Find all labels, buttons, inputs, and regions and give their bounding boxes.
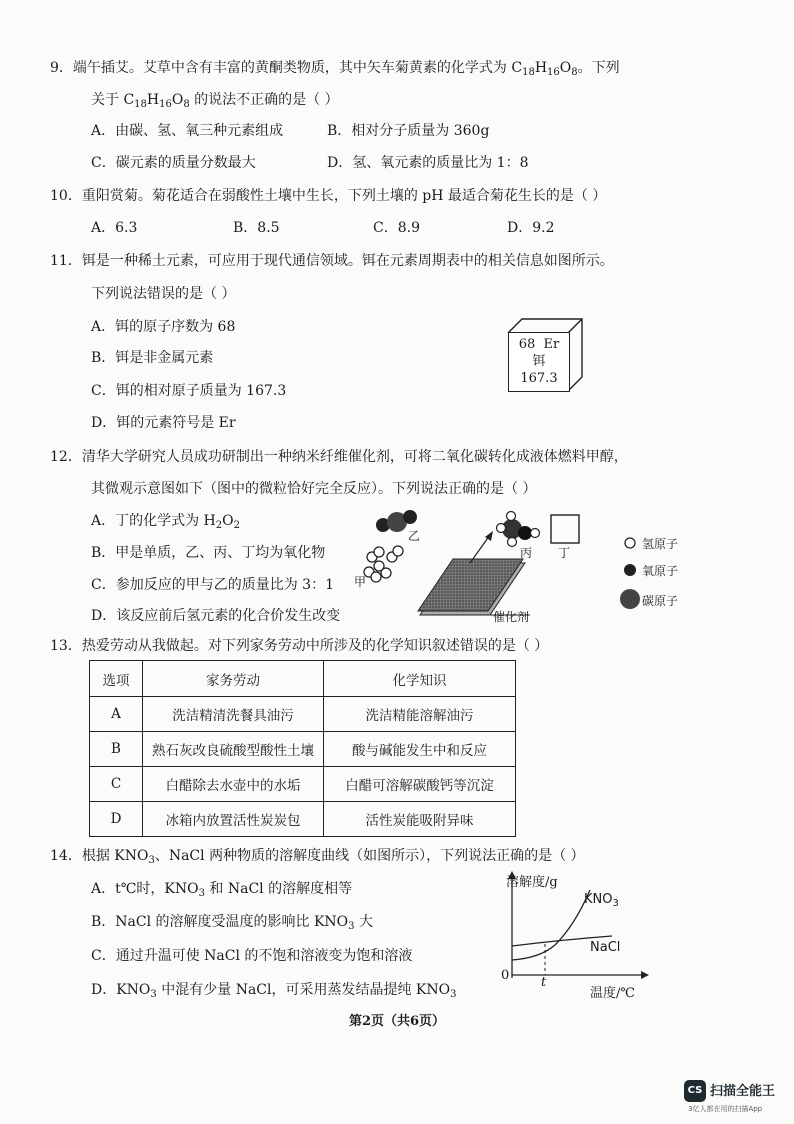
- q9-option-b: B．相对分子质量为 360g: [327, 123, 490, 139]
- chart-xlabel: 温度/℃: [590, 986, 635, 1001]
- row-knowledge: 酸与碱能发生中和反应: [324, 732, 516, 767]
- q14-text: 14．根据 $KNO_3$、NaCl 两种物质的溶解度曲线（如图所示），下列说法正确的是（ ）: [50, 848, 585, 866]
- q9-option-c: C．碳元素的质量分数最大: [91, 155, 256, 171]
- table-header-row: [90, 661, 516, 697]
- row-option: D: [90, 802, 143, 837]
- row-knowledge: 洗洁精能溶解油污: [324, 697, 516, 732]
- element-name: 铒: [532, 354, 546, 369]
- page-footer: 第2页（共6页）: [348, 1014, 446, 1029]
- q12-option-a: A．丁的化学式为 $H_2O_2$: [91, 513, 241, 531]
- q14-option-c: C．通过升温可使 NaCl 的不饱和溶液变为饱和溶液: [91, 948, 413, 964]
- chart-t-label: t: [541, 975, 547, 990]
- row-chore: 洗洁精清洗餐具油污: [143, 697, 324, 732]
- row-chore: 熟石灰改良硫酸型酸性土壤: [143, 732, 324, 767]
- q10-option-b: B．8.5: [233, 220, 280, 236]
- q11-option-a: A．铒的原子序数为 68: [91, 319, 236, 335]
- q13-text: 13．热爱劳动从我做起。对下列家务劳动中所涉及的化学知识叙述错误的是（ ）: [50, 638, 549, 654]
- q13-table: [89, 660, 516, 837]
- q9-line1: 9．端午插艾。艾草中含有丰富的黄酮类物质，其中矢车菊黄素的化学式为 $C_{18}H_{16}O_8$。下列: [50, 60, 620, 78]
- row-option: A: [90, 697, 143, 732]
- methanol-molecule: [497, 512, 540, 547]
- table-row: [90, 767, 516, 802]
- q12-option-c: C．参加反应的甲与乙的质量比为 3：1: [91, 577, 334, 593]
- row-option: B: [90, 732, 143, 767]
- q9-line2: 关于 $C_{18}H_{16}O_8$ 的说法不正确的是（ ）: [91, 92, 339, 110]
- label-catalyst: 催化剂: [493, 610, 530, 624]
- label-bing: 丙: [520, 546, 533, 560]
- element-card: [508, 332, 570, 392]
- kno3-curve: [512, 890, 590, 960]
- q10-option-c: C．8.9: [373, 220, 420, 236]
- x-axis-arrow: [641, 971, 649, 979]
- legend-hydrogen: 氢原子: [642, 537, 679, 551]
- element-number: 68: [518, 337, 536, 352]
- row-knowledge: 白醋可溶解碳酸钙等沉淀: [324, 767, 516, 802]
- legend-carbon-marker: [620, 589, 640, 609]
- chart-origin: 0: [501, 968, 510, 983]
- q11-line2: 下列说法错误的是（ ）: [91, 286, 236, 302]
- h2-molecules: [364, 546, 403, 582]
- q10-text: 10．重阳赏菊。菊花适合在弱酸性土壤中生长，下列土壤的 pH 最适合菊花生长的是（ ）: [50, 188, 607, 204]
- row-chore: 冰箱内放置活性炭炭包: [143, 802, 324, 837]
- element-mass: 167.3: [520, 371, 558, 386]
- chart-kno3-label: $KNO_3$: [584, 892, 619, 909]
- chart-nacl-label: NaCl: [590, 940, 621, 955]
- label-yi: 乙: [408, 529, 421, 543]
- q11-option-d: D．铒的元素符号是 Er: [91, 415, 236, 431]
- header-knowledge: 化学知识: [324, 661, 516, 697]
- catalyst-plate: [418, 559, 530, 615]
- row-option: C: [90, 767, 143, 802]
- q11-option-c: C．铒的相对原子质量为 167.3: [91, 383, 287, 399]
- row-knowledge: 活性炭能吸附异味: [324, 802, 516, 837]
- chart-ylabel: 溶解度/g: [506, 875, 558, 890]
- table-row: [90, 732, 516, 767]
- q12-line1: 12．清华大学研究人员成功研制出一种纳米纤维催化剂，可将二氧化碳转化成液体燃料甲醇，: [50, 449, 628, 465]
- q14-option-d: D．$KNO_3$ 中混有少量 NaCl，可采用蒸发结晶提纯 $KNO_3$: [91, 982, 457, 1000]
- legend-oxygen-marker: [624, 564, 636, 576]
- header-chore: 家务劳动: [143, 661, 324, 697]
- q11-line1: 11．铒是一种稀土元素，可应用于现代通信领域。铒在元素周期表中的相关信息如图所示。: [50, 253, 614, 269]
- label-ding: 丁: [558, 546, 571, 560]
- q10-option-a: A．6.3: [91, 220, 138, 236]
- camscanner-name: 扫描全能王: [710, 1084, 776, 1099]
- camscanner-tagline: 3亿人都在用的扫描App: [688, 1105, 763, 1113]
- q14-option-b: B．NaCl 的溶解度受温度的影响比 $KNO_3$ 大: [91, 914, 373, 932]
- ding-box: [551, 515, 579, 543]
- q12-line2: 其微观示意图如下（图中的微粒恰好完全反应）。下列说法正确的是（ ）: [91, 481, 537, 497]
- legend-carbon: 碳原子: [642, 594, 679, 608]
- q12-option-d: D．该反应前后氢元素的化合价发生改变: [91, 608, 341, 624]
- header-option: 选项: [90, 661, 143, 697]
- legend-hydrogen-marker: [625, 538, 635, 548]
- label-jia: 甲: [354, 575, 367, 589]
- q9-option-a: A．由碳、氢、氧三种元素组成: [91, 123, 284, 139]
- q14-option-a: A．t℃时，$KNO_3$ 和 NaCl 的溶解度相等: [91, 881, 353, 899]
- camscanner-logo-icon: CS: [684, 1080, 706, 1102]
- q10-option-d: D．9.2: [507, 220, 555, 236]
- q12-option-b: B．甲是单质，乙、丙、丁均为氧化物: [91, 545, 326, 561]
- legend-oxygen: 氧原子: [642, 564, 679, 578]
- element-symbol: Er: [543, 337, 560, 352]
- q11-option-b: B．铒是非金属元素: [91, 350, 214, 366]
- table-row: [90, 802, 516, 837]
- table-row: [90, 697, 516, 732]
- q9-option-d: D．氢、氧元素的质量比为 1：8: [327, 155, 529, 171]
- row-chore: 白醋除去水壶中的水垢: [143, 767, 324, 802]
